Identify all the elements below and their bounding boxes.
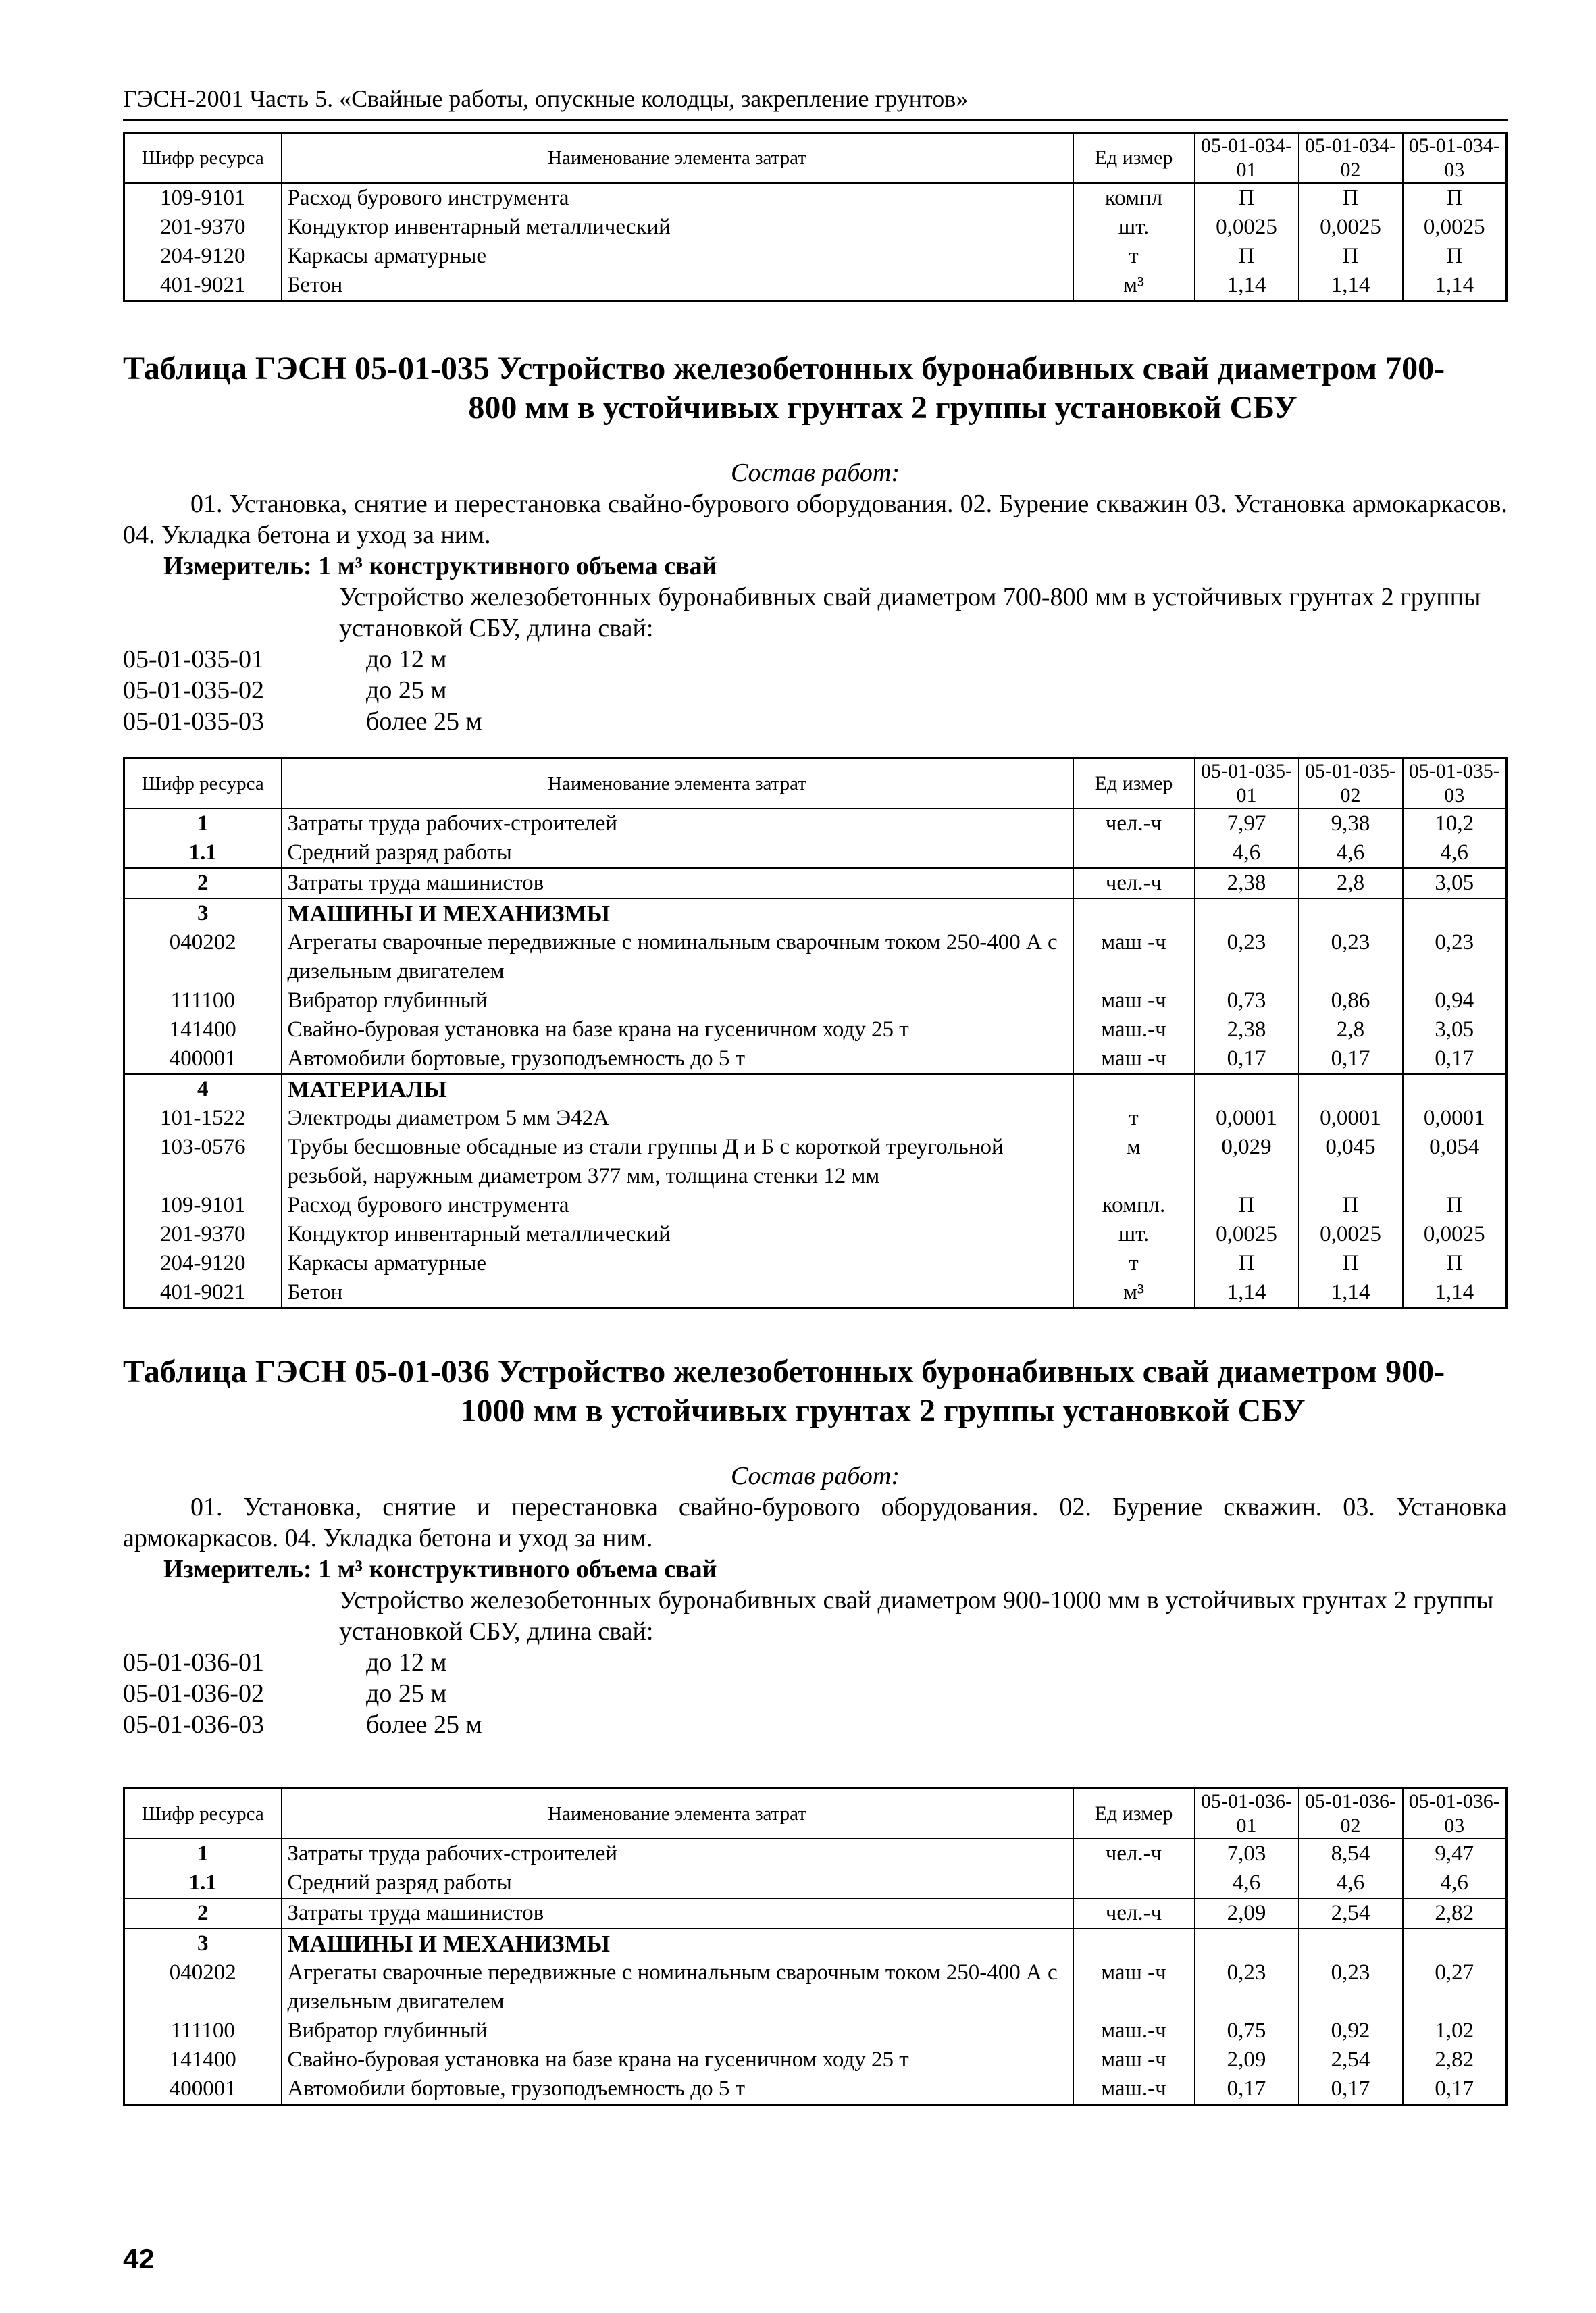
resource-code: 401-9021 — [124, 1278, 282, 1308]
cost-item-name: Бетон — [282, 271, 1073, 301]
col-head-variant-2: 05-01-035-02 — [1299, 759, 1403, 809]
norm-value-2: 2,54 — [1299, 1898, 1403, 1929]
norm-value-1: 0,029 — [1195, 1133, 1299, 1191]
table-035-title-line-1: Таблица ГЭСН 05-01-035 Устройство железобетонных буронабивных свай диаметром 700- — [123, 351, 1445, 386]
resource-code: 109-9101 — [124, 1191, 282, 1220]
unit-of-measure: т — [1073, 242, 1195, 271]
norm-value-1: П — [1195, 242, 1299, 271]
norm-value-1: 0,75 — [1195, 2016, 1299, 2045]
table-036-composition-label: Состав работ: — [730, 1462, 900, 1490]
norm-value-3: 0,054 — [1403, 1133, 1507, 1191]
table-036-body — [124, 1839, 1507, 2105]
table-row — [124, 2016, 1507, 2045]
norm-value-2: 1,14 — [1299, 271, 1403, 301]
variant-text: более 25 м — [366, 1710, 482, 1739]
norm-value-3: 9,47 — [1403, 1839, 1507, 1869]
resource-code: 201-9370 — [124, 1220, 282, 1249]
resource-code: 111100 — [124, 986, 282, 1015]
unit-of-measure: т — [1073, 1249, 1195, 1278]
table-row — [124, 1278, 1507, 1308]
norm-value-1: 0,73 — [1195, 986, 1299, 1015]
unit-of-measure: м³ — [1073, 1278, 1195, 1308]
cost-item-name: Свайно-буровая установка на базе крана на гусеничном ходу 25 т — [282, 1015, 1073, 1044]
norm-value-3: 10,2 — [1403, 809, 1507, 838]
resource-code: 1 — [124, 809, 282, 838]
col-head-variant-3: 05-01-035-03 — [1403, 759, 1507, 809]
table-row — [124, 928, 1507, 986]
norm-value-3: 0,0025 — [1403, 1220, 1507, 1249]
norm-value-3: 1,02 — [1403, 2016, 1507, 2045]
table-035-meter-value: 1 м³ конструктивного объема свай — [318, 552, 717, 580]
norm-value-2: П — [1299, 1249, 1403, 1278]
resource-code: 1.1 — [124, 838, 282, 868]
resource-code: 204-9120 — [124, 242, 282, 271]
table-row — [124, 1220, 1507, 1249]
norm-value-1: 4,6 — [1195, 1869, 1299, 1898]
table-row — [124, 1104, 1507, 1133]
table-036 — [123, 1787, 1508, 2106]
table-row — [124, 1898, 1507, 1929]
unit-of-measure: м — [1073, 1133, 1195, 1191]
col-head-variant-1: 05-01-034-01 — [1195, 133, 1299, 184]
table-035-title — [123, 349, 1508, 428]
norm-value-2 — [1299, 898, 1403, 928]
unit-of-measure: маш -ч — [1073, 928, 1195, 986]
unit-of-measure: чел.-ч — [1073, 1839, 1195, 1869]
section-heading: МАТЕРИАЛЫ — [282, 1074, 1073, 1104]
norm-value-1: П — [1195, 1249, 1299, 1278]
unit-of-measure: чел.-ч — [1073, 1898, 1195, 1929]
norm-value-3: П — [1403, 183, 1507, 213]
norm-value-1: П — [1195, 1191, 1299, 1220]
norm-value-3 — [1403, 1929, 1507, 1958]
unit-of-measure: шт. — [1073, 1220, 1195, 1249]
table-035 — [123, 757, 1508, 1309]
cost-item-name: Трубы бесшовные обсадные из стали группы Д и Б с короткой треугольной резьбой, наружным диаметром 377 мм, толщина стенки 12 мм — [282, 1133, 1073, 1191]
table-row — [124, 1249, 1507, 1278]
norm-value-1: 2,38 — [1195, 1015, 1299, 1044]
norm-value-3: 4,6 — [1403, 1869, 1507, 1898]
table-035-variants — [123, 644, 1508, 737]
cost-item-name: Затраты труда рабочих-строителей — [282, 1839, 1073, 1869]
cost-item-name: Затраты труда машинистов — [282, 1898, 1073, 1929]
variant-text: более 25 м — [366, 707, 482, 736]
norm-value-3: 4,6 — [1403, 838, 1507, 868]
norm-value-1: 0,23 — [1195, 928, 1299, 986]
page-number: 42 — [123, 2243, 155, 2274]
resource-code: 2 — [124, 1898, 282, 1929]
norm-value-2 — [1299, 1074, 1403, 1104]
norm-value-3 — [1403, 1074, 1507, 1104]
norm-value-3 — [1403, 898, 1507, 928]
norm-value-2: 0,0025 — [1299, 1220, 1403, 1249]
unit-of-measure: компл — [1073, 183, 1195, 213]
norm-value-2: 4,6 — [1299, 1869, 1403, 1898]
running-header: ГЭСН-2001 Часть 5. «Свайные работы, опускные колодцы, закрепление грунтов» — [123, 84, 1508, 121]
cost-item-name: Затраты труда машинистов — [282, 868, 1073, 898]
resource-code: 111100 — [124, 2016, 282, 2045]
variant-row — [123, 706, 1508, 737]
norm-value-3: 0,0025 — [1403, 213, 1507, 242]
page — [123, 84, 1508, 2106]
norm-value-3: П — [1403, 1249, 1507, 1278]
resource-code: 3 — [124, 898, 282, 928]
norm-value-1: 2,38 — [1195, 868, 1299, 898]
norm-value-2: 8,54 — [1299, 1839, 1403, 1869]
variant-row — [123, 1709, 1508, 1740]
resource-code: 201-9370 — [124, 213, 282, 242]
variant-text: до 12 м — [366, 1648, 447, 1677]
resource-code: 1 — [124, 1839, 282, 1869]
norm-value-1: 7,03 — [1195, 1839, 1299, 1869]
resource-code: 204-9120 — [124, 1249, 282, 1278]
table-row — [124, 1015, 1507, 1044]
table-row — [124, 242, 1507, 271]
norm-value-2: П — [1299, 1191, 1403, 1220]
table-035-body — [124, 809, 1507, 1308]
norm-value-1: 4,6 — [1195, 838, 1299, 868]
resource-code: 400001 — [124, 1044, 282, 1074]
table-036-title-line-2: 1000 мм в устойчивых грунтах 2 группы установкой СБУ — [460, 1393, 1306, 1429]
cost-item-name: Вибратор глубинный — [282, 2016, 1073, 2045]
norm-value-1: 0,0001 — [1195, 1104, 1299, 1133]
variant-text: до 25 м — [366, 1679, 447, 1708]
unit-of-measure: маш.-ч — [1073, 1015, 1195, 1044]
norm-value-3: П — [1403, 1191, 1507, 1220]
norm-value-1: 2,09 — [1195, 1898, 1299, 1929]
norm-value-1 — [1195, 1929, 1299, 1958]
col-head-variant-3: 05-01-034-03 — [1403, 133, 1507, 184]
table-row — [124, 2075, 1507, 2105]
col-head-variant-2: 05-01-036-02 — [1299, 1789, 1403, 1839]
unit-of-measure — [1073, 1929, 1195, 1958]
norm-value-2: 0,23 — [1299, 1958, 1403, 2016]
col-head-variant-2: 05-01-034-02 — [1299, 133, 1403, 184]
cost-item-name: Автомобили бортовые, грузоподъемность до 5 т — [282, 1044, 1073, 1074]
resource-code: 101-1522 — [124, 1104, 282, 1133]
norm-value-3: 0,27 — [1403, 1958, 1507, 2016]
variant-text: до 25 м — [366, 676, 447, 705]
col-head-code: Шифр ресурса — [124, 133, 282, 184]
variant-text: до 12 м — [366, 645, 447, 673]
norm-value-3: 0,94 — [1403, 986, 1507, 1015]
col-head-code: Шифр ресурса — [124, 1789, 282, 1839]
table-row — [124, 2045, 1507, 2075]
norm-value-3: 2,82 — [1403, 1898, 1507, 1929]
col-head-variant-1: 05-01-035-01 — [1195, 759, 1299, 809]
norm-value-2: 0,86 — [1299, 986, 1403, 1015]
col-head-code: Шифр ресурса — [124, 759, 282, 809]
norm-value-1: 0,17 — [1195, 1044, 1299, 1074]
unit-of-measure — [1073, 1869, 1195, 1898]
norm-value-1: 7,97 — [1195, 809, 1299, 838]
norm-value-1: 0,23 — [1195, 1958, 1299, 2016]
variant-code: 05-01-035-02 — [123, 676, 264, 705]
variant-row — [123, 644, 1508, 675]
table-row — [124, 986, 1507, 1015]
resource-code: 2 — [124, 868, 282, 898]
table-row — [124, 809, 1507, 838]
norm-value-3: 1,14 — [1403, 271, 1507, 301]
table-row — [124, 1929, 1507, 1958]
norm-value-1: П — [1195, 183, 1299, 213]
norm-value-1: 0,17 — [1195, 2075, 1299, 2105]
norm-value-2: 0,92 — [1299, 2016, 1403, 2045]
unit-of-measure: м³ — [1073, 271, 1195, 301]
table-row — [124, 213, 1507, 242]
cost-item-name: Затраты труда рабочих-строителей — [282, 809, 1073, 838]
col-head-name: Наименование элемента затрат — [282, 759, 1073, 809]
unit-of-measure: маш.-ч — [1073, 2075, 1195, 2105]
table-036-meter-label: Измеритель: — [163, 1555, 312, 1583]
resource-code: 040202 — [124, 928, 282, 986]
norm-value-2: П — [1299, 242, 1403, 271]
table-row — [124, 183, 1507, 213]
col-head-unit: Ед измер — [1073, 1789, 1195, 1839]
norm-value-3: 0,23 — [1403, 928, 1507, 986]
table-035-meter-label: Измеритель: — [163, 552, 312, 580]
cost-item-name: Средний разряд работы — [282, 838, 1073, 868]
resource-code: 4 — [124, 1074, 282, 1104]
resource-code: 141400 — [124, 2045, 282, 2075]
variant-code: 05-01-035-01 — [123, 645, 264, 673]
norm-value-2: 1,14 — [1299, 1278, 1403, 1308]
cost-item-name: Расход бурового инструмента — [282, 1191, 1073, 1220]
cost-item-name: Агрегаты сварочные передвижные с номинальным сварочным током 250-400 А с дизельным двигателем — [282, 928, 1073, 986]
variant-code: 05-01-035-03 — [123, 707, 264, 736]
table-036-description: Устройство железобетонных буронабивных свай диаметром 900-1000 мм в устойчивых грунтах 2 группы установкой СБУ, длина свай: — [339, 1586, 1494, 1646]
norm-value-2: 0,23 — [1299, 928, 1403, 986]
norm-value-1: 2,09 — [1195, 2045, 1299, 2075]
table-row — [124, 1074, 1507, 1104]
cost-item-name: Автомобили бортовые, грузоподъемность до 5 т — [282, 2075, 1073, 2105]
variant-code: 05-01-036-01 — [123, 1648, 264, 1677]
table-036-composition-text: 01. Установка, снятие и перестановка свайно-бурового оборудования. 02. Бурение скважин. 03. Установка армокаркасов. 04. Укладка бетона и уход за ним. — [123, 1493, 1508, 1552]
norm-value-3: 3,05 — [1403, 868, 1507, 898]
cost-item-name: Свайно-буровая установка на базе крана на гусеничном ходу 25 т — [282, 2045, 1073, 2075]
norm-value-3: 2,82 — [1403, 2045, 1507, 2075]
norm-value-2: 2,54 — [1299, 2045, 1403, 2075]
unit-of-measure: компл. — [1073, 1191, 1195, 1220]
table-035-composition-text: 01. Установка, снятие и перестановка свайно-бурового оборудования. 02. Бурение скважин 03. Установка армокаркасов. 04. Укладка бетона и уход за ним. — [123, 490, 1508, 549]
cost-item-name: Каркасы арматурные — [282, 1249, 1073, 1278]
unit-of-measure — [1073, 838, 1195, 868]
table-row — [124, 1191, 1507, 1220]
unit-of-measure: маш.-ч — [1073, 2016, 1195, 2045]
cost-item-name: Каркасы арматурные — [282, 242, 1073, 271]
table-row — [124, 1044, 1507, 1074]
norm-value-2: 0,17 — [1299, 1044, 1403, 1074]
unit-of-measure: шт. — [1073, 213, 1195, 242]
variant-code: 05-01-036-02 — [123, 1679, 264, 1708]
table-row — [124, 898, 1507, 928]
norm-value-2: П — [1299, 183, 1403, 213]
norm-value-3: 0,17 — [1403, 1044, 1507, 1074]
cost-item-name: Электроды диаметром 5 мм Э42А — [282, 1104, 1073, 1133]
norm-value-2: 9,38 — [1299, 809, 1403, 838]
variant-code: 05-01-036-03 — [123, 1710, 264, 1739]
norm-value-1: 1,14 — [1195, 271, 1299, 301]
norm-value-2: 4,6 — [1299, 838, 1403, 868]
table-034-body — [124, 183, 1507, 301]
norm-value-3: 1,14 — [1403, 1278, 1507, 1308]
table-row — [124, 1869, 1507, 1898]
resource-code: 3 — [124, 1929, 282, 1958]
norm-value-2: 2,8 — [1299, 1015, 1403, 1044]
norm-value-3: 0,17 — [1403, 2075, 1507, 2105]
cost-item-name: Кондуктор инвентарный металлический — [282, 1220, 1073, 1249]
table-row — [124, 1839, 1507, 1869]
table-row — [124, 868, 1507, 898]
unit-of-measure: т — [1073, 1104, 1195, 1133]
cost-item-name: Средний разряд работы — [282, 1869, 1073, 1898]
norm-value-2: 0,045 — [1299, 1133, 1403, 1191]
unit-of-measure: маш -ч — [1073, 1044, 1195, 1074]
table-035-composition-label: Состав работ: — [730, 459, 900, 487]
resource-code: 401-9021 — [124, 271, 282, 301]
table-036-title-line-1: Таблица ГЭСН 05-01-036 Устройство железобетонных буронабивных свай диаметром 900- — [123, 1354, 1445, 1390]
table-035-meter — [163, 551, 1508, 582]
table-row — [124, 1133, 1507, 1191]
cost-item-name: Бетон — [282, 1278, 1073, 1308]
norm-value-2: 0,0001 — [1299, 1104, 1403, 1133]
cost-item-name: Вибратор глубинный — [282, 986, 1073, 1015]
table-034-continuation — [123, 132, 1508, 302]
variant-row — [123, 1647, 1508, 1678]
norm-value-2 — [1299, 1929, 1403, 1958]
resource-code: 1.1 — [124, 1869, 282, 1898]
resource-code: 141400 — [124, 1015, 282, 1044]
table-row — [124, 1958, 1507, 2016]
norm-value-3: 0,0001 — [1403, 1104, 1507, 1133]
section-heading: МАШИНЫ И МЕХАНИЗМЫ — [282, 898, 1073, 928]
table-036-variants — [123, 1647, 1508, 1740]
table-row — [124, 838, 1507, 868]
unit-of-measure: чел.-ч — [1073, 809, 1195, 838]
norm-value-1 — [1195, 898, 1299, 928]
resource-code: 109-9101 — [124, 183, 282, 213]
unit-of-measure: маш -ч — [1073, 2045, 1195, 2075]
unit-of-measure: маш -ч — [1073, 1958, 1195, 2016]
norm-value-2: 0,0025 — [1299, 213, 1403, 242]
unit-of-measure — [1073, 1074, 1195, 1104]
table-036-meter-value: 1 м³ конструктивного объема свай — [318, 1555, 717, 1583]
table-035-description: Устройство железобетонных буронабивных свай диаметром 700-800 мм в устойчивых грунтах 2 группы установкой СБУ, длина свай: — [339, 583, 1481, 642]
cost-item-name: Расход бурового инструмента — [282, 183, 1073, 213]
variant-row — [123, 1678, 1508, 1709]
col-head-unit: Ед измер — [1073, 759, 1195, 809]
resource-code: 103-0576 — [124, 1133, 282, 1191]
norm-value-1: 1,14 — [1195, 1278, 1299, 1308]
cost-item-name: Кондуктор инвентарный металлический — [282, 213, 1073, 242]
norm-value-2: 0,17 — [1299, 2075, 1403, 2105]
unit-of-measure — [1073, 898, 1195, 928]
table-row — [124, 271, 1507, 301]
resource-code: 400001 — [124, 2075, 282, 2105]
norm-value-1: 0,0025 — [1195, 1220, 1299, 1249]
norm-value-3: П — [1403, 242, 1507, 271]
table-036-meter — [163, 1554, 1508, 1585]
resource-code: 040202 — [124, 1958, 282, 2016]
table-035-title-line-2: 800 мм в устойчивых грунтах 2 группы установкой СБУ — [468, 390, 1297, 426]
norm-value-1 — [1195, 1074, 1299, 1104]
cost-item-name: Агрегаты сварочные передвижные с номинальным сварочным током 250-400 А с дизельным двигателем — [282, 1958, 1073, 2016]
col-head-name: Наименование элемента затрат — [282, 133, 1073, 184]
table-036-title — [123, 1352, 1508, 1431]
norm-value-1: 0,0025 — [1195, 213, 1299, 242]
col-head-variant-1: 05-01-036-01 — [1195, 1789, 1299, 1839]
col-head-unit: Ед измер — [1073, 133, 1195, 184]
unit-of-measure: маш -ч — [1073, 986, 1195, 1015]
norm-value-3: 3,05 — [1403, 1015, 1507, 1044]
col-head-name: Наименование элемента затрат — [282, 1789, 1073, 1839]
section-heading: МАШИНЫ И МЕХАНИЗМЫ — [282, 1929, 1073, 1958]
unit-of-measure: чел.-ч — [1073, 868, 1195, 898]
variant-row — [123, 675, 1508, 706]
col-head-variant-3: 05-01-036-03 — [1403, 1789, 1507, 1839]
norm-value-2: 2,8 — [1299, 868, 1403, 898]
